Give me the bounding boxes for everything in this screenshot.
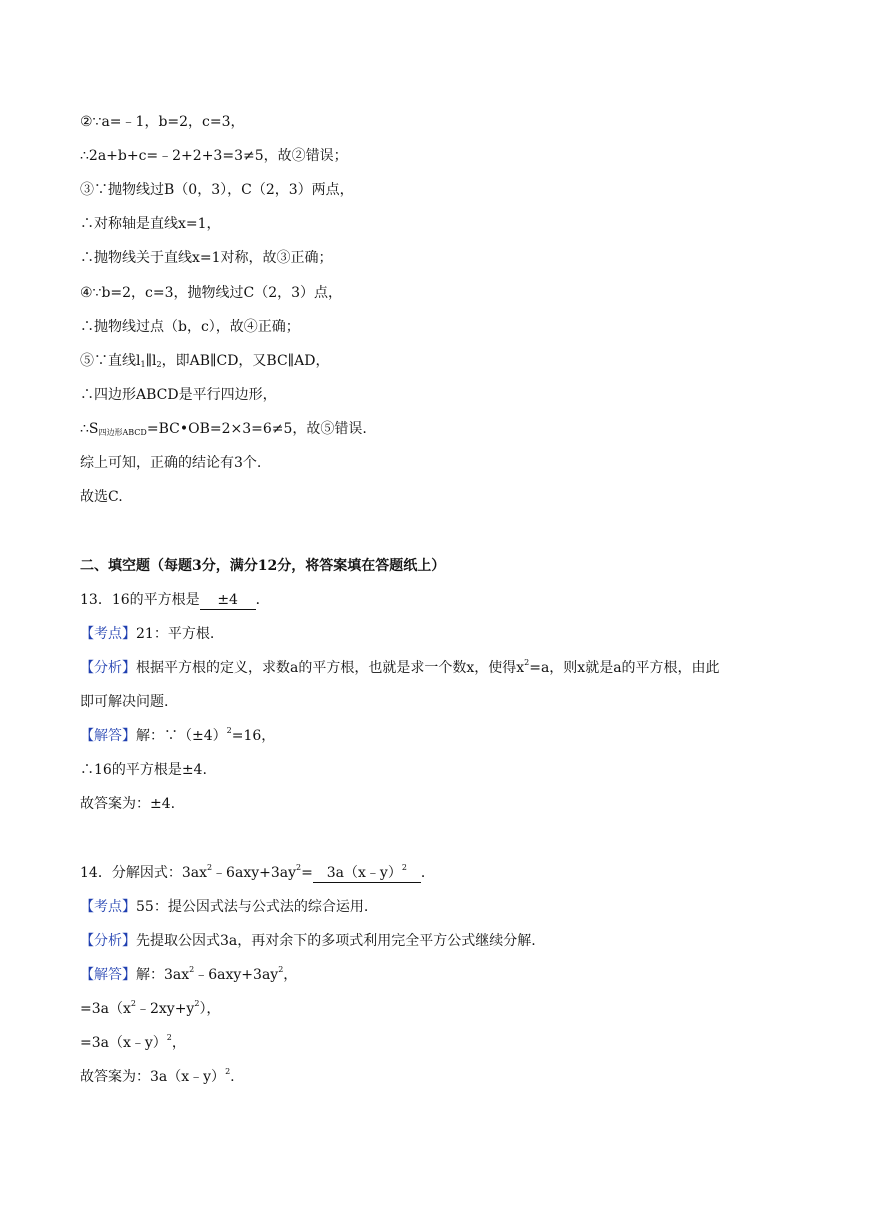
text: ， bbox=[283, 967, 298, 983]
superscript: 2 bbox=[225, 1067, 231, 1076]
text: ， bbox=[171, 1035, 186, 1051]
question-14-kaodian bbox=[80, 897, 368, 917]
text: =a，则x就是a的平方根，由此 bbox=[529, 660, 720, 676]
solution-line-5-result bbox=[80, 419, 367, 443]
solution-line-3-result: ∴抛物线关于直线x=1对称，故③正确； bbox=[80, 250, 333, 266]
question-14-fenxi bbox=[80, 931, 536, 951]
text: . bbox=[230, 1069, 235, 1085]
question-14-step-1 bbox=[80, 999, 220, 1019]
superscript: 2 bbox=[130, 999, 136, 1008]
answer-blank bbox=[313, 864, 421, 883]
text: 14．分解因式：3ax bbox=[80, 865, 207, 881]
jieda-tag: 【解答】 bbox=[80, 967, 136, 983]
text: ﹣2xy+y bbox=[135, 1001, 195, 1017]
answer-blank: ±4 bbox=[200, 591, 256, 610]
superscript: 2 bbox=[226, 726, 232, 735]
text: 13．16的平方根是 bbox=[80, 592, 200, 608]
solution-line-2-result: ∴2a+b+c=﹣2+2+3=3≠5，故②错误； bbox=[80, 148, 348, 164]
question-13-stem bbox=[80, 590, 270, 610]
text: 21：平方根. bbox=[136, 626, 215, 642]
text: 3a（x﹣y） bbox=[326, 865, 402, 881]
solution-line-4-result: ∴抛物线过点（b，c），故④正确； bbox=[80, 319, 300, 335]
section-heading: 二、填空题（每题3分，满分12分，将答案填在答题纸上） bbox=[80, 558, 446, 574]
solution-line-2: ②∵a=﹣1，b=2，c=3， bbox=[80, 114, 245, 130]
text: = bbox=[301, 865, 313, 881]
solution-line-3-axis: ∴对称轴是直线x=1， bbox=[80, 216, 221, 232]
question-13-fenxi-cont: 即可解决问题. bbox=[80, 694, 169, 710]
text: 解：3ax bbox=[136, 967, 190, 983]
fenxi-tag: 【分析】 bbox=[80, 933, 136, 949]
superscript: 2 bbox=[166, 1033, 172, 1042]
fenxi-tag: 【分析】 bbox=[80, 660, 136, 676]
question-14-jieda bbox=[80, 965, 297, 985]
text: =3a（x﹣y） bbox=[80, 1035, 167, 1051]
text: 根据平方根的定义，求数a的平方根，也就是求一个数x，使得x bbox=[136, 660, 525, 676]
text: ，即AB∥CD，又BC∥AD， bbox=[161, 353, 330, 369]
text: 55：提公因式法与公式法的综合运用. bbox=[136, 899, 369, 915]
solution-line-3: ③∵抛物线过B（0，3），C（2，3）两点， bbox=[80, 182, 354, 198]
question-13-fenxi bbox=[80, 658, 720, 678]
question-13-kaodian bbox=[80, 624, 214, 644]
superscript: 2 bbox=[278, 965, 284, 974]
solution-line-4: ④∵b=2，c=3，抛物线过C（2，3）点， bbox=[80, 285, 343, 301]
solution-line-5 bbox=[80, 351, 330, 371]
superscript: 2 bbox=[206, 863, 213, 872]
question-14-final bbox=[80, 1067, 235, 1087]
subscript: 四边形ABCD bbox=[98, 428, 147, 437]
text: ）， bbox=[199, 1001, 221, 1017]
text: =BC•OB=2×3=6≠5，故⑤错误. bbox=[146, 421, 367, 437]
text: ﹣6axy+3ay bbox=[194, 967, 279, 983]
jieda-tag: 【解答】 bbox=[80, 728, 136, 744]
text: ． bbox=[255, 592, 270, 608]
question-13-step: ∴16的平方根是±4. bbox=[80, 762, 207, 778]
text: ⑤∵直线l bbox=[80, 353, 141, 369]
text: 先提取公因式3a，再对余下的多项式利用完全平方公式继续分解. bbox=[136, 933, 536, 949]
superscript: 2 bbox=[194, 999, 200, 1008]
text: ﹣6axy+3ay bbox=[212, 865, 297, 881]
question-14-stem bbox=[80, 863, 435, 883]
kaodian-tag: 【考点】 bbox=[80, 626, 136, 642]
text: 解：∵（±4） bbox=[136, 728, 227, 744]
question-13-jieda bbox=[80, 726, 275, 746]
solution-summary: 综上可知，正确的结论有3个. bbox=[80, 455, 262, 471]
text: ． bbox=[420, 865, 435, 881]
text: ∴S bbox=[80, 421, 99, 437]
superscript: 2 bbox=[296, 863, 302, 872]
superscript: 2 bbox=[524, 658, 530, 667]
text: 故答案为：3a（x﹣y） bbox=[80, 1069, 226, 1085]
question-14-step-2 bbox=[80, 1033, 186, 1053]
text: =16， bbox=[231, 728, 276, 744]
text: =3a（x bbox=[80, 1001, 131, 1017]
solution-line-5-parallelogram: ∴四边形ABCD是平行四边形， bbox=[80, 387, 277, 403]
subscript: 2 bbox=[156, 360, 162, 369]
solution-choice: 故选C. bbox=[80, 489, 123, 505]
superscript: 2 bbox=[189, 965, 195, 974]
kaodian-tag: 【考点】 bbox=[80, 899, 136, 915]
subscript: 1 bbox=[140, 360, 146, 369]
question-13-final: 故答案为：±4. bbox=[80, 796, 176, 812]
text: ∥l bbox=[145, 353, 157, 369]
superscript: 2 bbox=[401, 863, 407, 872]
